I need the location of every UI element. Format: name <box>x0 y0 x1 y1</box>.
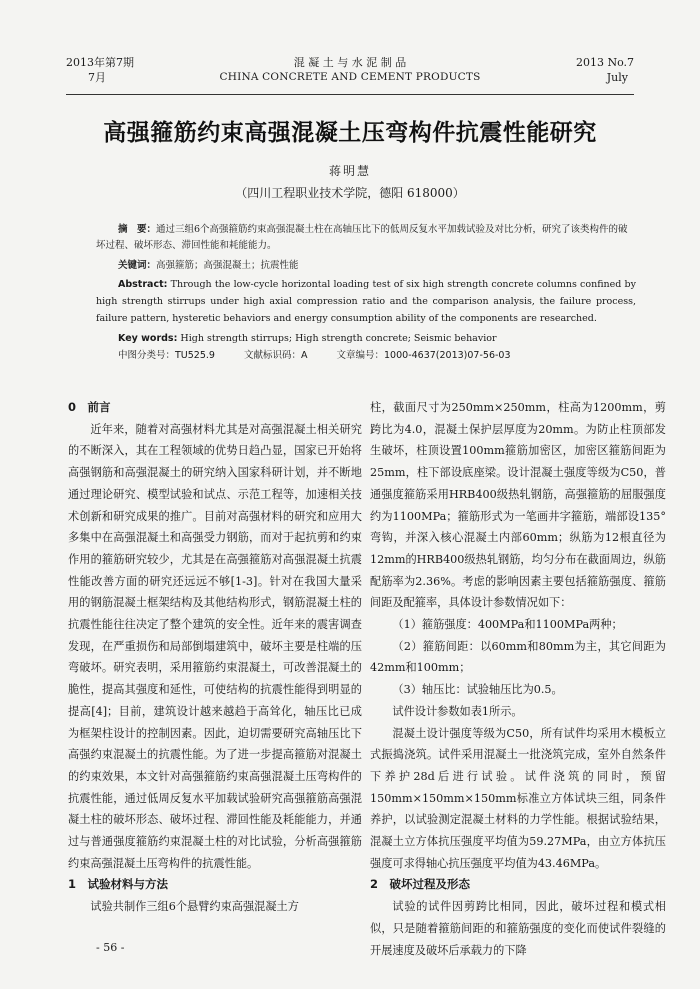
section-heading-failure: 2 破坏过程及形态 <box>370 877 471 892</box>
author-name: 蒋明慧 <box>328 164 371 178</box>
body-column-right <box>370 397 666 961</box>
param-item-3: （3）轴压比：试验轴压比为0.5。 <box>392 683 563 697</box>
header-rule <box>66 94 634 95</box>
page-number: - 56 - <box>96 941 125 954</box>
abstract-cn-label: 摘 要： <box>118 224 157 235</box>
keywords-en <box>118 331 658 347</box>
materials-paragraph: 试验共制作三组6个悬臂约束高强混凝土方 <box>90 900 299 914</box>
header-journal-cn: 混 凝 土 与 水 泥 制 品 <box>293 56 407 69</box>
header-issue-en <box>576 55 634 85</box>
keywords-cn-text: 高强箍筋；高强混凝土；抗震性能 <box>156 260 299 271</box>
clc-number: 中图分类号：TU525.9 <box>118 350 215 361</box>
abstract-cn-text: 通过三组6个高强箍筋约束高强混凝土柱在高轴压比下的低周反复水平加载试验及对比分析，研究了该类构件的破坏过程、破坏形态、滞回性能和耗能能力。 <box>96 224 628 251</box>
table-ref-paragraph: 试件设计参数如表1所示。 <box>392 704 523 718</box>
abstract-en-label: Abstract: <box>118 279 168 290</box>
header-issue-no: 2013 No.7 <box>575 56 634 69</box>
author-affiliation: （四川工程职业技术学院，德阳 618000） <box>235 186 465 200</box>
keywords-en-label: Key words: <box>118 333 178 344</box>
keywords-en-text: High strength stirrups; High strength concrete; Seismic behavior <box>177 333 497 344</box>
header-journal-en: CHINA CONCRETE AND CEMENT PRODUCTS <box>219 71 481 83</box>
document-code: 文献标识码：A <box>243 350 308 361</box>
abstract-cn <box>96 222 636 254</box>
intro-paragraph: 近年来，随着对高强材料尤其是对高强混凝土相关研究的不断深入，其在工程领域的优势日趋凸显，国家已开始将高强钢筋和高强混凝土的研究纳入国家科研计划，并不断地通过理论研究、模型试验和试点、示范工程等，加速相关技术创新和研究成果的推广。目前对高强材料的研究和应用大多集中在高强混凝土和高强受力钢筋，而对于起抗剪和约束作用的箍筋研究较少，尤其是在高强箍筋对高强混凝土抗震性能改善方面的研究还远远不够[1-3]。针对在我国大量采用的钢筋混凝土框架结构及其他结构形式，钢筋混凝土柱的抗震性能往往决定了整个建筑的安全性。近年来的震害调查发现，在严重损伤和局部倒塌建筑中，破坏主要是柱端的压弯破坏。研究表明，采用箍筋约束混凝土，可改善混凝土的脆性，提高其强度和延性，可使结构的抗震性能得到明显的提高[4]；目前，建筑设计越来越趋于高耸化，轴压比已成为框架柱设计的控制因素。因此，迫切需要研究高轴压比下高强约束混凝土的抗震性能。为了进一步提高箍筋对混凝土的约束效果，本文针对高强箍筋约束高强混凝土压弯构件的抗震性能，通过低周反复水平加载试验研究高强箍筋高强混凝土柱的破坏形态、破坏过程、滞回性能及耗能能力，并通过与普通强度箍筋约束混凝土柱的对比试验，分析高强箍筋约束高强混凝土压弯构件的抗震性能。 <box>68 422 362 870</box>
keywords-cn <box>118 258 658 274</box>
classification-line <box>118 348 658 364</box>
header-issue-month-en: July <box>606 71 628 84</box>
concrete-paragraph: 混凝土设计强度等级为C50，所有试件均采用木模板立式振捣浇筑。试件采用混凝土一批浇筑完成，室外自然条件下养护28d后进行试验。试件浇筑的同时，预留150mm×150mm×150mm标准立方体试块三组，同条件养护，以试验测定混凝土材料的力学性能。根据试验结果，混凝土立方体抗压强度平均值为59.27MPa，由立方体抗压强度可求得轴心抗压强度平均值为43.46MPa。 <box>370 726 666 870</box>
running-header <box>66 55 634 93</box>
materials-paragraph-cont: 柱，截面尺寸为250mm×250mm，柱高为1200mm，剪跨比为4.0，混凝土保护层厚度为20mm。为防止柱顶部发生破坏，柱顶设置100mm箍筋加密区，加密区箍筋间距为25mm，柱下部设底座梁。设计混凝土强度等级为C50，普通强度箍筋采用HRB400级热轧钢筋，高强箍筋的屈服强度约为1100MPa；箍筋形式为一笔画井字箍筋，端部设135°弯钩，并深入核心混凝土内部60mm；纵筋为12根直径为12mm的HRB400级热轧钢筋，均匀分布在截面周边，纵筋配筋率为2.36%。考虑的影响因素主要包括箍筋强度、箍筋间距及配箍率，具体设计参数情况如下： <box>370 401 666 610</box>
paper-title: 高强箍筋约束高强混凝土压弯构件抗震性能研究 <box>103 120 597 146</box>
failure-paragraph: 试验的试件因剪跨比相同，因此，破坏过程和模式相似，只是随着箍筋间距的和箍筋强度的变化而使试件裂缝的开展速度及破坏后承载力的下降 <box>370 900 666 957</box>
param-item-2: （2）箍筋间距：以60mm和80mm为主，其它间距为42mm和100mm； <box>370 639 666 675</box>
section-heading-intro: 0 前言 <box>68 400 111 414</box>
section-heading-materials: 1 试验材料与方法 <box>68 877 169 892</box>
header-issue-year: 2013年第7期 <box>66 56 134 69</box>
article-number: 文章编号：1000-4637(2013)07-56-03 <box>336 350 511 361</box>
abstract-en <box>96 276 636 327</box>
header-journal <box>66 55 634 85</box>
param-item-1: （1）箍筋强度：400MPa和1100MPa两种； <box>392 618 623 632</box>
header-issue-month: 7月 <box>88 71 106 84</box>
body-column-left <box>68 397 362 918</box>
abstract-en-text: Through the low-cycle horizontal loading test of six high strength concrete columns confined by high strength stirrups under high axial compression ratio and the comparison analysis, the failure process, failure pattern, hysteretic behaviors and energy consumption ability of the components are researched. <box>96 279 636 324</box>
keywords-cn-label: 关键词： <box>118 260 157 271</box>
